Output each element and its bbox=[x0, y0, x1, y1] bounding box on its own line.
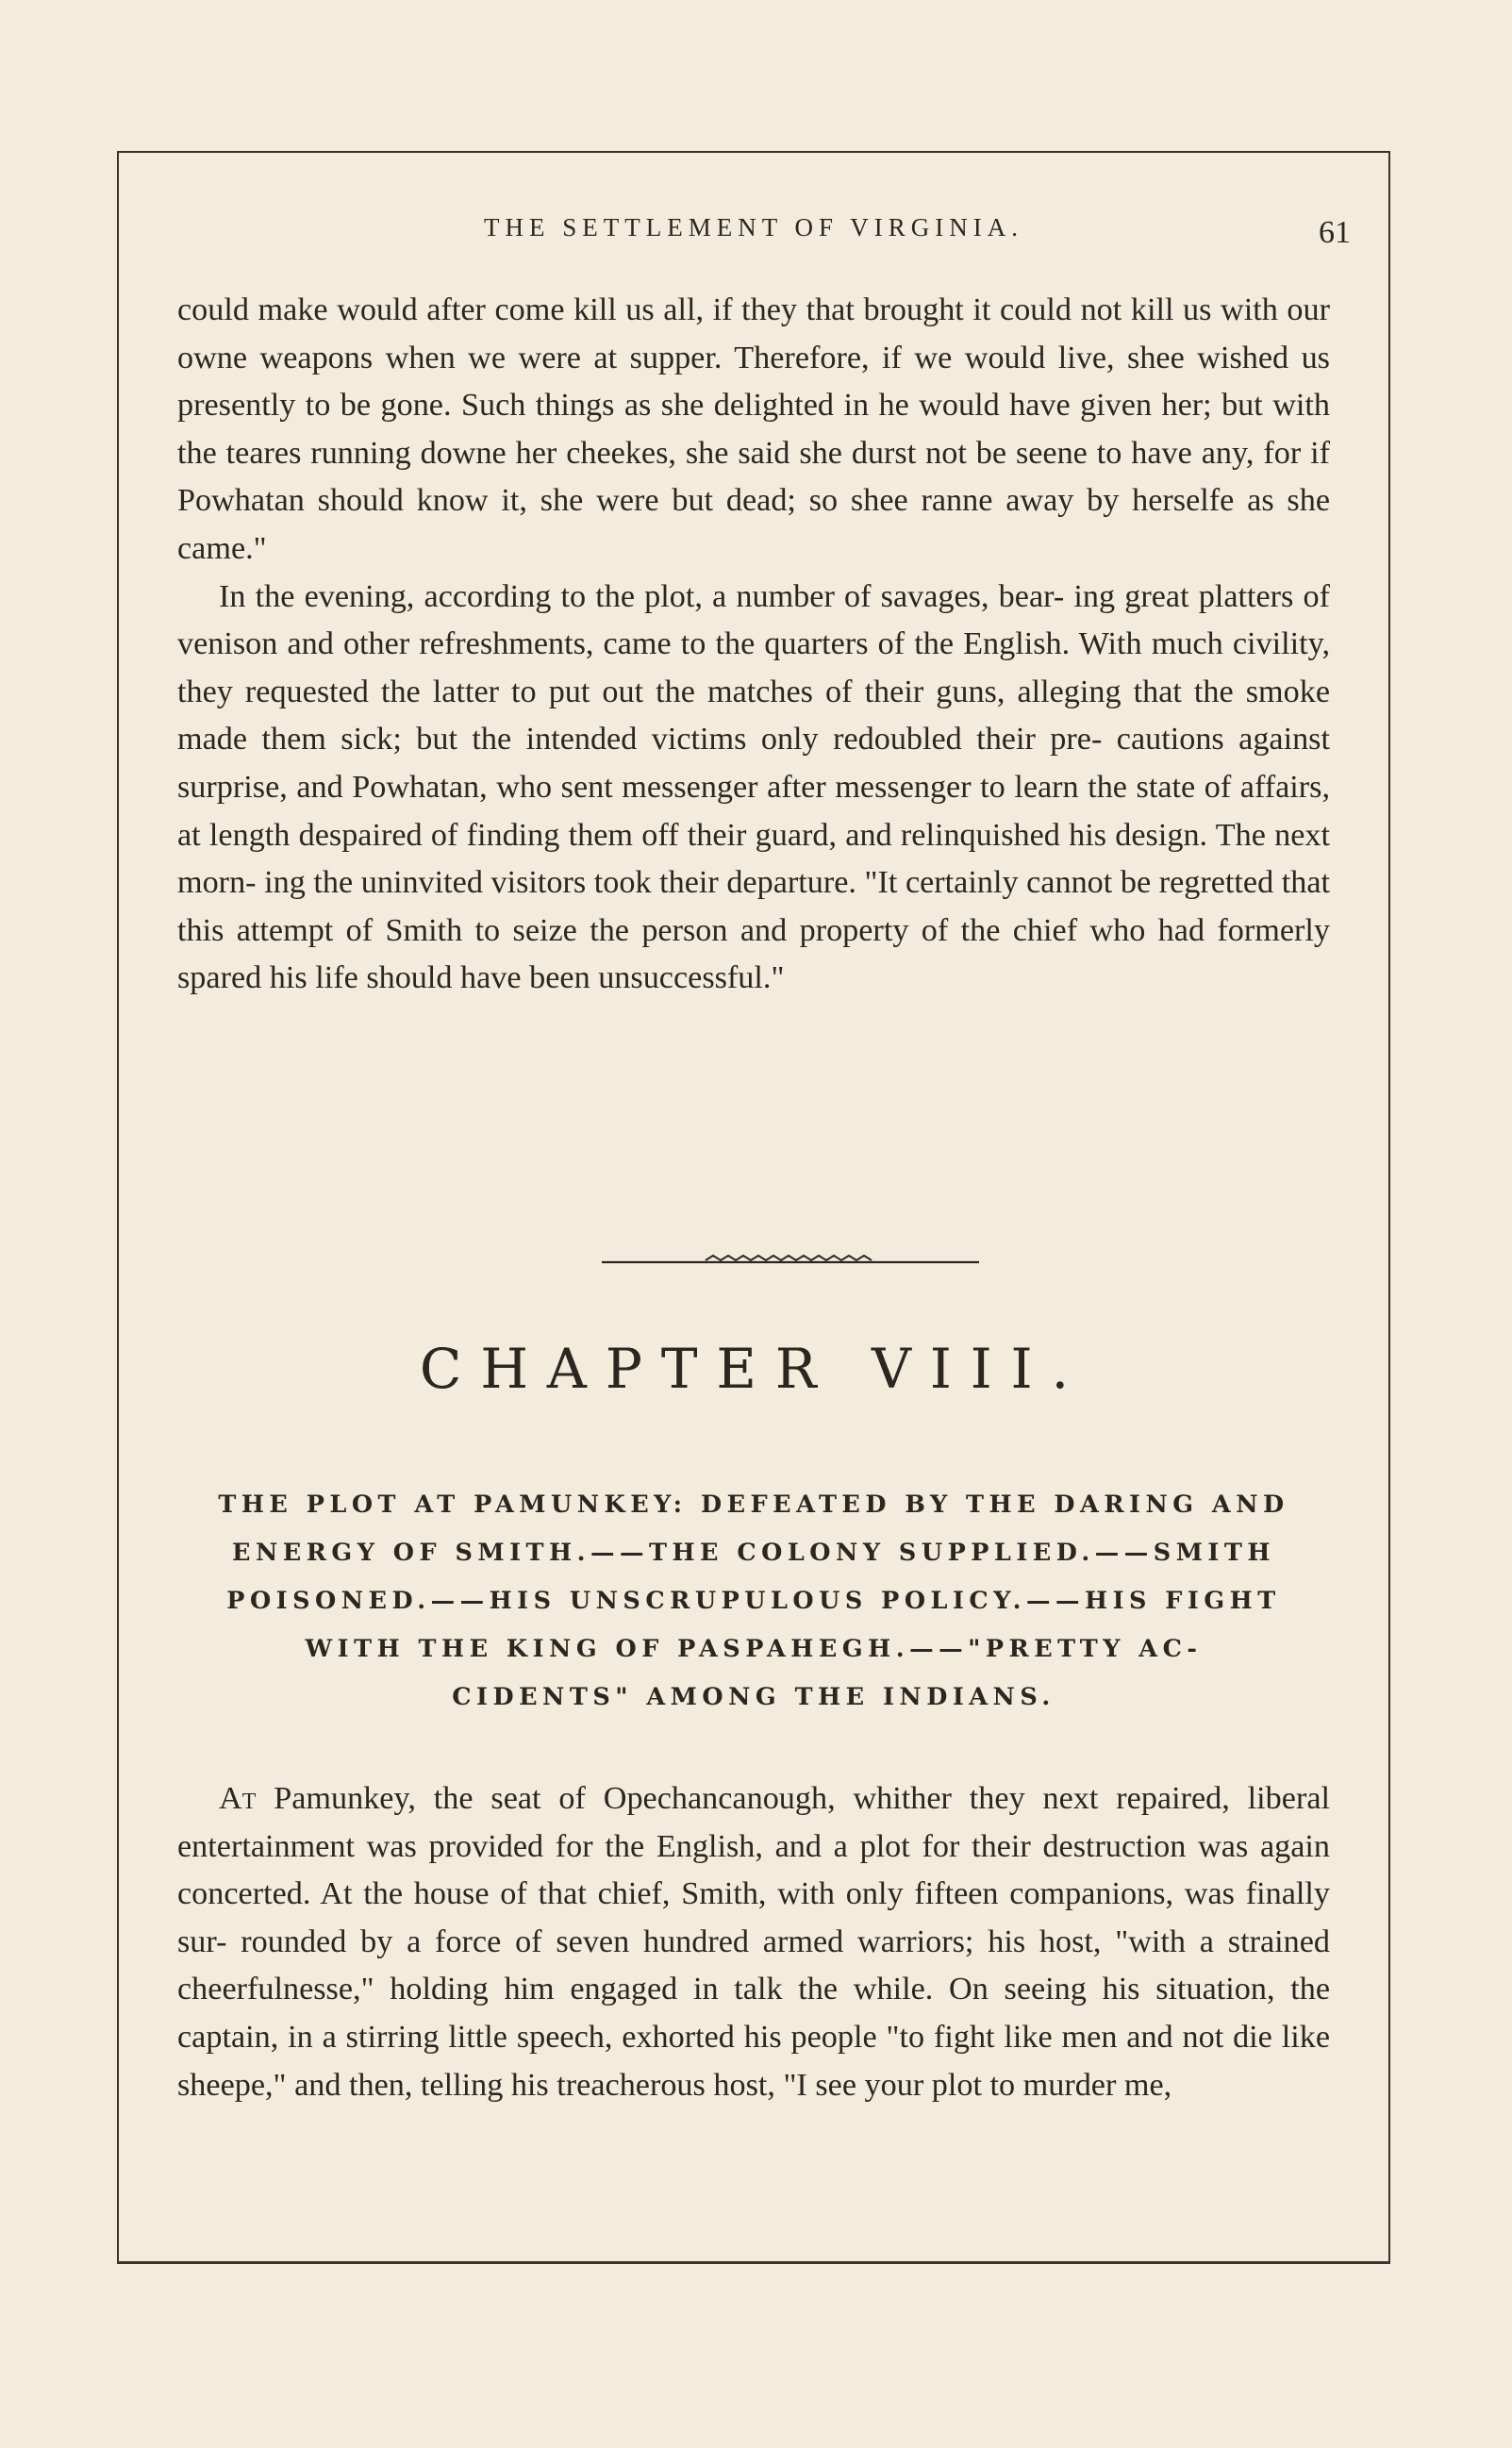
text-line: while. On seeing his situation, the captain, in a stirring little speech, bbox=[177, 1972, 1331, 2055]
opening-word: At bbox=[219, 1781, 257, 1816]
text-line: plot for their destruction was again concerted. At the house of bbox=[177, 1828, 1330, 1912]
text-line: them off their guard, and relinquished his design. The next morn- bbox=[177, 817, 1330, 901]
synopsis-line: POISONED.——HIS UNSCRUPULOUS POLICY.——HIS FIGHT bbox=[226, 1587, 1281, 1615]
text-line: seene to have any, for if Powhatan should know it, she were but bbox=[177, 435, 1331, 519]
section-divider-ornament bbox=[602, 1255, 979, 1270]
text-line: could not kill us with our owne weapons when we were at supper. bbox=[177, 292, 1331, 375]
text-line: repaired, liberal entertainment was provided for the English, and a bbox=[177, 1781, 1330, 1864]
text-line: dead; so shee ranne away by herselfe as she came." bbox=[177, 483, 1331, 566]
text-line: latter to put out the matches of their guns, alleging that the smoke bbox=[432, 674, 1330, 709]
text-line: quarters of the English. With much civility, they requested the bbox=[177, 626, 1331, 709]
text-line: been unsuccessful." bbox=[529, 960, 785, 996]
page-number: 61 bbox=[1319, 215, 1351, 250]
text-line: Therefore, if we would live, shee wished us presently to be gone. bbox=[177, 340, 1330, 424]
text-line: ing the uninvited visitors took their departure. "It certainly cannot bbox=[264, 865, 1113, 901]
synopsis-line: WITH THE KING OF PASPAHEGH.——"PRETTY AC- bbox=[305, 1635, 1203, 1663]
text-line: ing great platters of venison and other refreshments, came to the bbox=[177, 578, 1331, 662]
text-line: could make would after come kill us all, if they that brought it bbox=[177, 292, 991, 327]
paragraph-pamunkey bbox=[177, 1775, 1330, 2109]
text-line: cautions against surprise, and Powhatan, who sent messenger after bbox=[177, 722, 1330, 805]
paragraph-continued bbox=[177, 287, 1330, 574]
synopsis-line: CIDENTS" AMONG THE INDIANS. bbox=[452, 1683, 1055, 1711]
text-block-bottom bbox=[177, 1775, 1330, 2109]
synopsis-line: THE PLOT AT PAMUNKEY: DEFEATED BY THE DARING AND bbox=[218, 1490, 1289, 1519]
text-line: In the evening, according to the plot, a number of savages, bear- bbox=[219, 578, 1065, 614]
text-line: Such things as she delighted in he would have given her; but with bbox=[460, 388, 1331, 424]
text-line: that chief, Smith, with only fifteen companions, was finally sur- bbox=[177, 1876, 1330, 1959]
page-border bbox=[117, 151, 1390, 2264]
text-line: the teares running downe her cheekes, she said she durst not be bbox=[177, 435, 1007, 471]
synopsis-line: ENERGY OF SMITH.——THE COLONY SUPPLIED.——SMITH bbox=[232, 1539, 1275, 1567]
text-line: rounded by a force of seven hundred armed warriors; his host, bbox=[241, 1923, 1102, 1959]
text-line: messenger to learn the state of affairs, at length despaired of finding bbox=[177, 769, 1331, 853]
text-line: property of the chief who had formerly spared his life should have bbox=[177, 912, 1331, 996]
text-block-top bbox=[177, 287, 1330, 1003]
running-head bbox=[119, 209, 1388, 250]
text-line: made them sick; but the intended victims only redoubled their pre- bbox=[177, 722, 1103, 758]
text-line: be regretted that this attempt of Smith to seize the person and bbox=[177, 865, 1331, 948]
running-title: THE SETTLEMENT OF VIRGINIA. bbox=[484, 213, 1023, 241]
text-line: then, telling his treacherous host, "I see your plot to murder me, bbox=[348, 2067, 1172, 2103]
text-line: exhorted his people "to fight like men and not die like sheepe," and bbox=[177, 2019, 1331, 2103]
text-line: "with a strained cheerfulnesse," holding him engaged in talk the bbox=[177, 1923, 1330, 2007]
chapter-heading: CHAPTER VIII. bbox=[419, 1337, 1088, 1401]
paragraph-evening bbox=[177, 574, 1330, 1003]
text-line: Pamunkey, the seat of Opechancanough, whither they next bbox=[256, 1781, 1099, 1816]
chapter-synopsis bbox=[177, 1481, 1330, 1722]
